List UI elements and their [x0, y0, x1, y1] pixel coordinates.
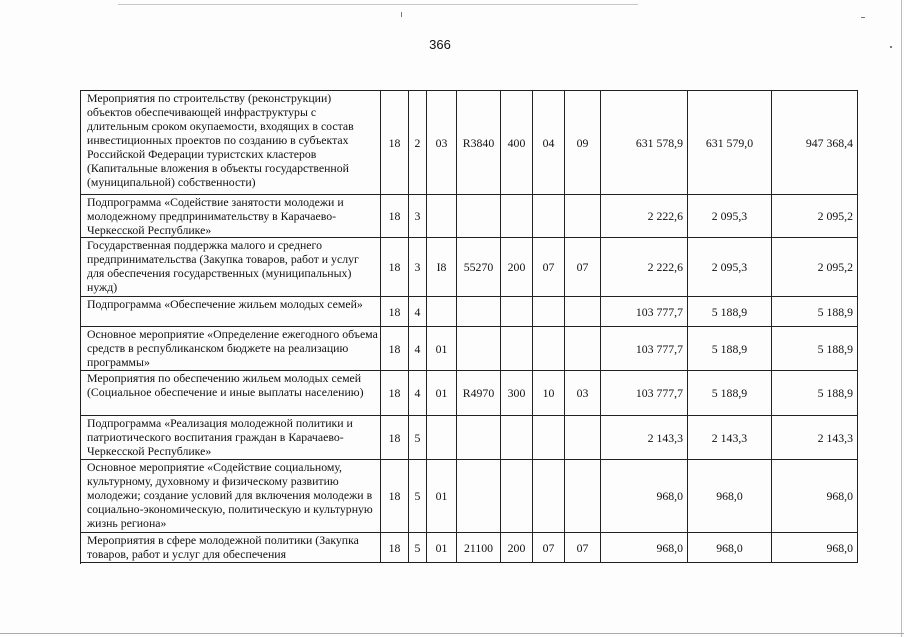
cell-expense-type	[501, 195, 533, 238]
cell-section	[533, 460, 565, 533]
cell-amount-2: 5 188,9	[688, 297, 772, 327]
cell-ministry: 18	[381, 460, 409, 533]
cell-amount-2: 2 095,3	[688, 195, 772, 238]
cell-section	[533, 297, 565, 327]
cell-target: 21100	[457, 533, 501, 563]
cell-amount-2: 2 143,3	[688, 416, 772, 460]
cell-expense-type: 300	[501, 371, 533, 416]
cell-expense-type	[501, 297, 533, 327]
cell-amount-1: 968,0	[601, 533, 688, 563]
cell-amount-1: 631 578,9	[601, 91, 688, 195]
cell-section: 10	[533, 371, 565, 416]
cell-expense-type: 400	[501, 91, 533, 195]
cell-section: 04	[533, 91, 565, 195]
cell-ministry: 18	[381, 91, 409, 195]
cell-subsection	[565, 327, 601, 371]
cell-section	[533, 327, 565, 371]
cell-target	[457, 460, 501, 533]
cell-target	[457, 327, 501, 371]
cell-subsection	[565, 297, 601, 327]
row-name: Подпрограмма «Содействие занятости молодежи и молодежному предпринимательству в Карачаево-Черкесской Республике»	[81, 195, 381, 238]
cell-subprogram: 01	[427, 327, 457, 371]
row-name: Основное мероприятие «Содействие социальному, культурному, духовному и физическому развитию молодежи; создание условий для включения молодежи в социально-экономическую, политическую и культурную жизнь региона»	[81, 460, 381, 533]
cell-target: R4970	[457, 371, 501, 416]
cell-program: 5	[409, 533, 427, 563]
cell-subprogram	[427, 416, 457, 460]
page-edge-bottom	[0, 633, 904, 634]
cell-amount-2: 5 188,9	[688, 327, 772, 371]
cell-target	[457, 416, 501, 460]
cell-expense-type	[501, 327, 533, 371]
cell-subsection	[565, 460, 601, 533]
cell-ministry: 18	[381, 371, 409, 416]
table-row	[81, 371, 858, 416]
cell-expense-type	[501, 460, 533, 533]
page-edge-right	[901, 0, 902, 637]
table-row	[81, 533, 858, 563]
cell-subprogram: 01	[427, 371, 457, 416]
table-row	[81, 91, 858, 195]
page-number: 366	[429, 37, 451, 52]
cell-amount-2: 968,0	[688, 533, 772, 563]
cell-subprogram	[427, 297, 457, 327]
cell-amount-3: 5 188,9	[772, 297, 858, 327]
cell-expense-type: 200	[501, 238, 533, 297]
cell-program: 3	[409, 195, 427, 238]
cell-ministry: 18	[381, 238, 409, 297]
cell-program: 5	[409, 460, 427, 533]
row-name: Подпрограмма «Обеспечение жильем молодых семей»	[81, 297, 381, 327]
cell-amount-1: 2 222,6	[601, 195, 688, 238]
cell-program: 4	[409, 327, 427, 371]
cell-ministry: 18	[381, 416, 409, 460]
cell-amount-1: 103 777,7	[601, 297, 688, 327]
table-row	[81, 297, 858, 327]
cell-ministry: 18	[381, 195, 409, 238]
cell-subprogram	[427, 195, 457, 238]
row-name: Подпрограмма «Реализация молодежной политики и патриотического воспитания граждан в Карачаево-Черкесской Республике»	[81, 416, 381, 460]
cell-amount-3: 5 188,9	[772, 371, 858, 416]
table-row	[81, 238, 858, 297]
cell-target: 55270	[457, 238, 501, 297]
cell-expense-type	[501, 416, 533, 460]
cell-subsection	[565, 416, 601, 460]
cell-amount-2: 5 188,9	[688, 371, 772, 416]
cell-target: R3840	[457, 91, 501, 195]
cell-amount-3: 968,0	[772, 533, 858, 563]
cell-amount-3: 2 143,3	[772, 416, 858, 460]
table-row	[81, 460, 858, 533]
cell-subprogram: I8	[427, 238, 457, 297]
cell-amount-2: 2 095,3	[688, 238, 772, 297]
cell-amount-3: 2 095,2	[772, 195, 858, 238]
cell-subprogram: 03	[427, 91, 457, 195]
cell-amount-1: 103 777,7	[601, 327, 688, 371]
cell-amount-3: 968,0	[772, 460, 858, 533]
cell-subprogram: 01	[427, 460, 457, 533]
scan-speck	[861, 17, 865, 18]
cell-subsection: 07	[565, 238, 601, 297]
cell-amount-3: 947 368,4	[772, 91, 858, 195]
table-double-left-border	[80, 90, 84, 564]
row-name: Мероприятия по строительству (реконструкции) объектов обеспечивающей инфраструктуры с длительным сроком окупаемости, входящих в состав инвестиционных проектов по созданию в субъектах Российской Федерации туристских кластеров (Капитальные вложения в объекты государственной (муниципальной) собственности)	[81, 91, 381, 195]
row-name: Мероприятия по обеспечению жильем молодых семей (Социальное обеспечение и иные выплаты населению)	[81, 371, 381, 416]
cell-program: 5	[409, 416, 427, 460]
cell-amount-2: 631 579,0	[688, 91, 772, 195]
table-row	[81, 327, 858, 371]
cell-amount-2: 968,0	[688, 460, 772, 533]
cell-ministry: 18	[381, 533, 409, 563]
cell-target	[457, 195, 501, 238]
cell-section	[533, 416, 565, 460]
row-name: Государственная поддержка малого и среднего предпринимательства (Закупка товаров, работ и услуг для обеспечения государственных (муниципальных) нужд)	[81, 238, 381, 297]
cell-target	[457, 297, 501, 327]
cell-section: 07	[533, 238, 565, 297]
cell-amount-1: 2 143,3	[601, 416, 688, 460]
cell-ministry: 18	[381, 297, 409, 327]
cell-ministry: 18	[381, 327, 409, 371]
budget-table-body	[81, 91, 858, 563]
cell-expense-type: 200	[501, 533, 533, 563]
cell-subsection	[565, 195, 601, 238]
scan-top-rule	[118, 4, 638, 5]
row-name: Основное мероприятие «Определение ежегодного объема средств в республиканском бюджете на реализацию программы»	[81, 327, 381, 371]
cell-section: 07	[533, 533, 565, 563]
cell-program: 4	[409, 371, 427, 416]
table-row	[81, 195, 858, 238]
cell-amount-1: 2 222,6	[601, 238, 688, 297]
cell-subsection: 09	[565, 91, 601, 195]
cell-program: 4	[409, 297, 427, 327]
cell-section	[533, 195, 565, 238]
cell-program: 3	[409, 238, 427, 297]
cell-subsection: 07	[565, 533, 601, 563]
cell-amount-3: 5 188,9	[772, 327, 858, 371]
cell-amount-1: 968,0	[601, 460, 688, 533]
scan-speck	[401, 12, 402, 17]
cell-amount-3: 2 095,2	[772, 238, 858, 297]
cell-program: 2	[409, 91, 427, 195]
row-name: Мероприятия в сфере молодежной политики (Закупка товаров, работ и услуг для обеспечения	[81, 533, 381, 563]
table-row	[81, 416, 858, 460]
cell-subprogram: 01	[427, 533, 457, 563]
cell-subsection: 03	[565, 371, 601, 416]
cell-amount-1: 103 777,7	[601, 371, 688, 416]
budget-table	[80, 90, 858, 563]
scan-speck	[890, 46, 892, 48]
